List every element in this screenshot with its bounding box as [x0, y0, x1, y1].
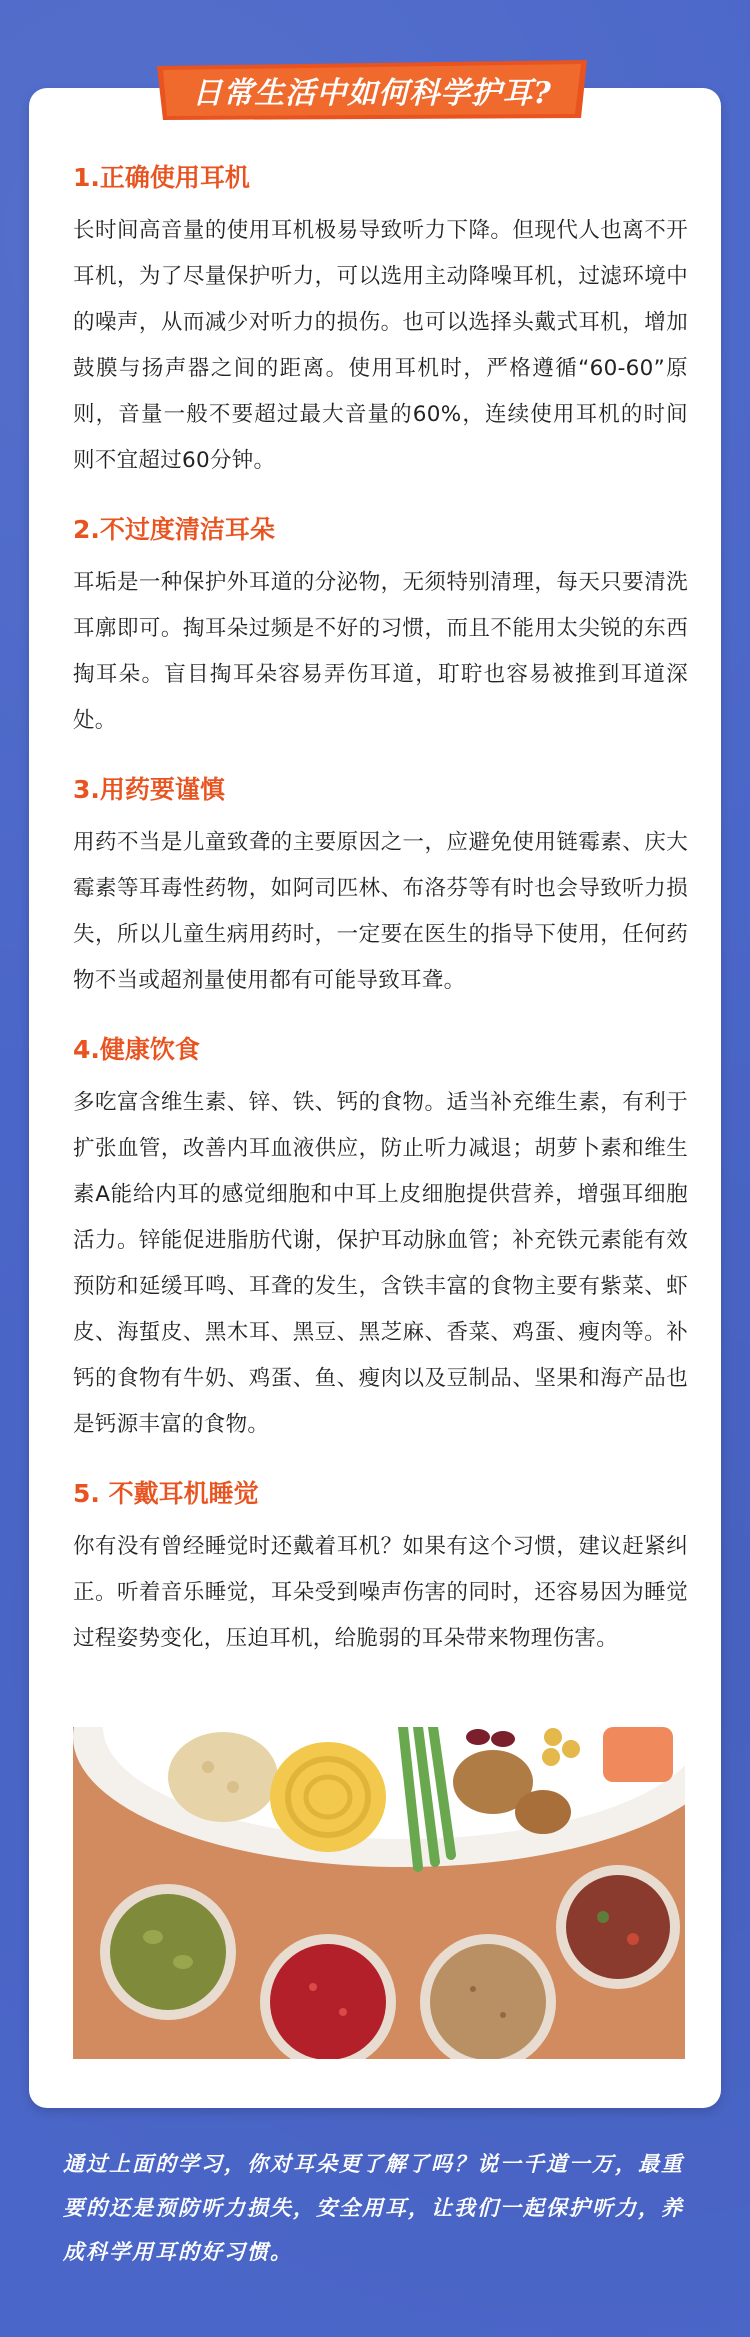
section-body-3: 用药不当是儿童致聋的主要原因之一，应避免使用链霉素、庆大霉素等耳毒性药物，如阿司匹林、布洛芬等有时也会导致听力损失，所以儿童生病用药时，一定要在医生的指导下使用，任何药物不当或超剂量使用都有可能导致耳聋。: [73, 830, 688, 993]
section-heading-1: 1.正确使用耳机: [73, 163, 250, 192]
title-banner: [157, 60, 587, 120]
article-content: [73, 160, 688, 1690]
section-body-2: 耳垢是一种保护外耳道的分泌物，无须特别清理，每天只要清洗耳廓即可。掏耳朵过频是不好的习惯，而且不能用太尖锐的东西掏耳朵。盲目掏耳朵容易弄伤耳道，耵聍也容易被推到耳道深处。: [73, 570, 688, 733]
section-body-4: 多吃富含维生素、锌、铁、钙的食物。适当补充维生素，有利于扩张血管，改善内耳血液供应，防止听力减退；胡萝卜素和维生素A能给内耳的感觉细胞和中耳上皮细胞提供营养，增强耳细胞活力。锌能促进脂肪代谢，保护耳动脉血管；补充铁元素能有效预防和延缓耳鸣、耳聋的发生，含铁丰富的食物主要有紫菜、虾皮、海蜇皮、黑木耳、黑豆、黑芝麻、香菜、鸡蛋、瘦肉等。补钙的食物有牛奶、鸡蛋、鱼、瘦肉以及豆制品、坚果和海产品也是钙源丰富的食物。: [73, 1090, 688, 1437]
section-heading-5: 5. 不戴耳机睡觉: [73, 1479, 259, 1508]
section-body-5: 你有没有曾经睡觉时还戴着耳机？如果有这个习惯，建议赶紧纠正。听着音乐睡觉，耳朵受到噪声伤害的同时，还容易因为睡觉过程姿势变化，压迫耳机，给脆弱的耳朵带来物理伤害。: [73, 1534, 688, 1651]
section-body-1: 长时间高音量的使用耳机极易导致听力下降。但现代人也离不开耳机，为了尽量保护听力，可以选用主动降噪耳机，过滤环境中的噪声，从而减少对听力的损伤。也可以选择头戴式耳机，增加鼓膜与扬声器之间的距离。使用耳机时，严格遵循“60-60”原则，音量一般不要超过最大音量的60%，连续使用耳机的时间则不宜超过60分钟。: [73, 218, 688, 473]
section-heading-2: 2.不过度清洁耳朵: [73, 515, 275, 544]
page-title: 日常生活中如何科学护耳?: [192, 76, 552, 111]
food-illustration: [73, 1727, 685, 2059]
section-heading-4: 4.健康饮食: [73, 1035, 200, 1064]
section-heading-3: 3.用药要谨慎: [73, 775, 225, 804]
food-photo: [73, 1727, 685, 2059]
footer-summary: 通过上面的学习，你对耳朵更了解了吗？说一千道一万，最重要的还是预防听力损失，安全用耳，让我们一起保护听力，养成科学用耳的好习惯。: [63, 2151, 684, 2264]
